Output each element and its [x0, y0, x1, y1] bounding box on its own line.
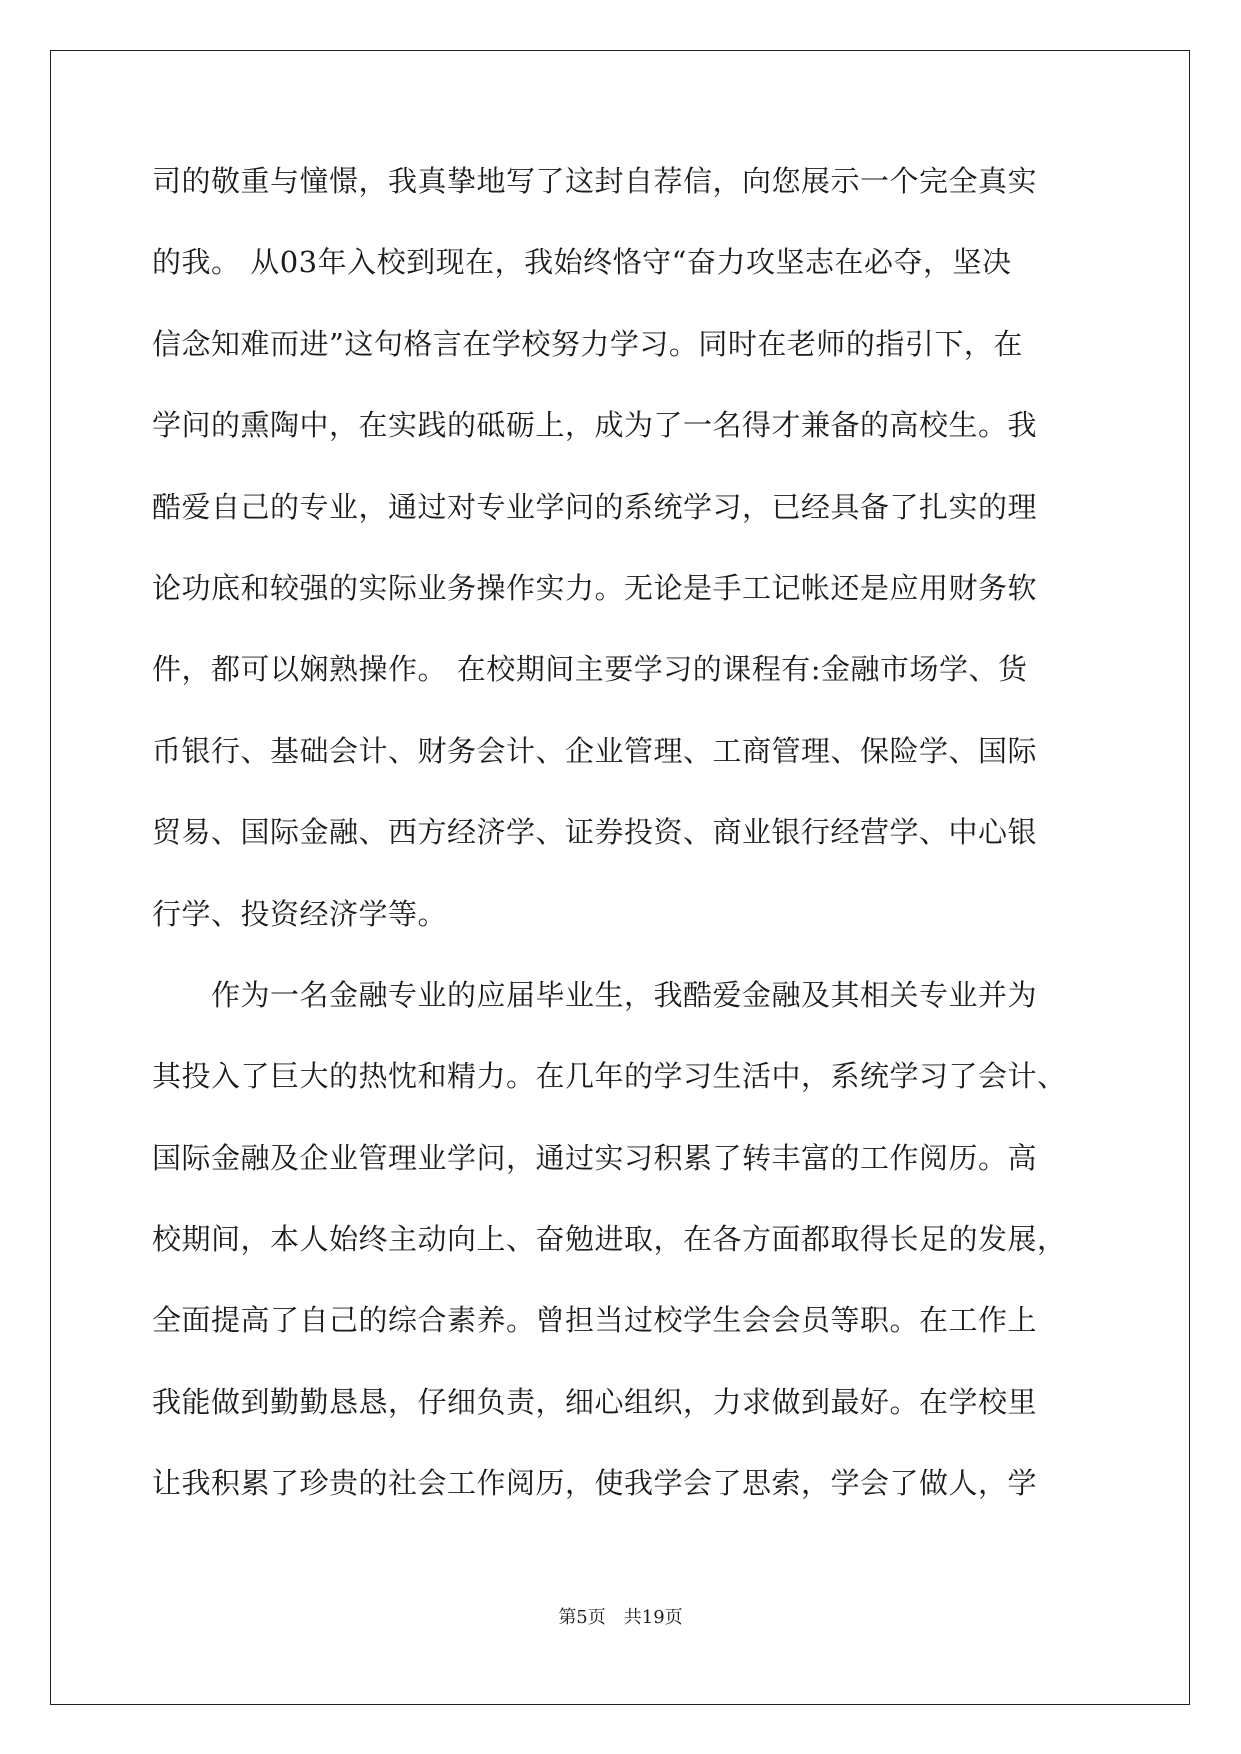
text-line: 件，都可以娴熟操作。 在校期间主要学习的课程有:金融市场学、货 — [152, 652, 1028, 687]
body-text — [152, 159, 1092, 1543]
paragraph-start-line: 作为一名金融专业的应届毕业生，我酷爱金融及其相关专业并为 — [152, 977, 1038, 1012]
text-line: 校期间，本人始终主动向上、奋勉进取，在各方面都取得长足的发展， — [152, 1222, 1067, 1257]
page-number: 第5页 — [558, 1607, 606, 1628]
text-line: 贸易、国际金融、西方经济学、证券投资、商业银行经营学、中心银 — [152, 815, 1038, 850]
text-line: 学问的熏陶中，在实践的砥砺上，成为了一名得才兼备的高校生。我 — [152, 408, 1038, 443]
text-line: 的我。 从03年入校到现在，我始终恪守“奋力攻坚志在必夺，坚决 — [152, 245, 1012, 280]
text-line: 信念知难而进”这句格言在学校努力学习。同时在老师的指引下，在 — [152, 326, 1023, 361]
text-line: 国际金融及企业管理业学问，通过实习积累了转丰富的工作阅历。高 — [152, 1140, 1038, 1175]
text-line: 行学、投资经济学等。 — [152, 896, 448, 931]
text-line: 让我积累了珍贵的社会工作阅历，使我学会了思索，学会了做人，学 — [152, 1466, 1038, 1501]
text-line: 我能做到勤勤恳恳，仔细负责，细心组织，力求做到最好。在学校里 — [152, 1384, 1038, 1419]
text-line: 全面提高了自己的综合素养。曾担当过校学生会会员等职。在工作上 — [152, 1303, 1038, 1338]
text-line: 币银行、基础会计、财务会计、企业管理、工商管理、保险学、国际 — [152, 733, 1038, 768]
text-line: 酷爱自己的专业，通过对专业学问的系统学习，已经具备了扎实的理 — [152, 489, 1038, 524]
text-line: 其投入了巨大的热忱和精力。在几年的学习生活中，系统学习了会计、 — [152, 1059, 1067, 1094]
text-line: 司的敬重与憧憬，我真挚地写了这封自荐信，向您展示一个完全真实 — [152, 164, 1038, 198]
page-footer — [0, 1606, 1241, 1630]
text-line: 论功底和较强的实际业务操作实力。无论是手工记帐还是应用财务软 — [152, 570, 1038, 605]
total-pages: 共19页 — [623, 1607, 683, 1628]
